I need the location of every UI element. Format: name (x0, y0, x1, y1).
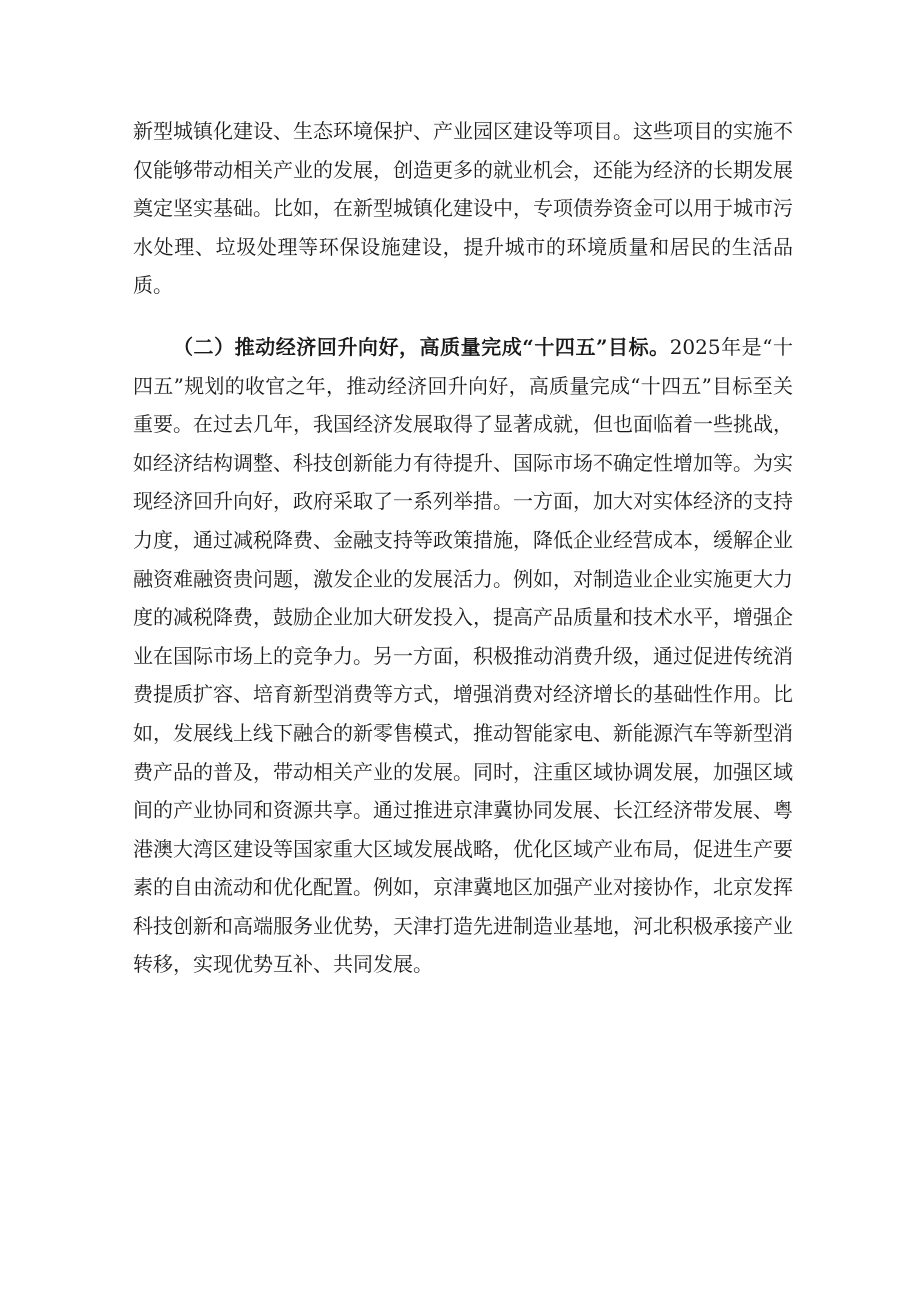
paragraph-text: 2025年是“十四五”规划的收官之年，推动经济回升向好，高质量完成“十四五”目标至关重要。在过去几年，我国经济发展取得了显著成就，但也面临着一些挑战，如经济结构调整、科技创新能力有待提升、国际市场不确定性增加等。为实现经济回升向好，政府采取了一系列举措。一方面，加大对实体经济的支持力度，通过减税降费、金融支持等政策措施，降低企业经营成本，缓解企业融资难融资贵问题，激发企业的发展活力。例如，对制造业企业实施更大力度的减税降费，鼓励企业加大研发投入，提高产品质量和技术水平，增强企业在国际市场上的竞争力。另一方面，积极推动消费升级，通过促进传统消费提质扩容、培育新型消费等方式，增强消费对经济增长的基础性作用。比如，发展线上线下融合的新零售模式，推动智能家电、新能源汽车等新型消费产品的普及，带动相关产业的发展。同时，注重区域协调发展，加强区域间的产业协同和资源共享。通过推进京津冀协同发展、长江经济带发展、粤港澳大湾区建设等国家重大区域发展战略，优化区域产业布局，促进生产要素的自由流动和优化配置。例如，京津冀地区加强产业对接协作，北京发挥科技创新和高端服务业优势，天津打造先进制造业基地，河北积极承接产业转移，实现优势互补、共同发展。 (133, 334, 793, 977)
section-heading: （二）推动经济回升向好，高质量完成“十四五”目标。 (173, 334, 670, 359)
paragraph-continuation (133, 112, 793, 305)
paragraph-section-2 (133, 328, 793, 984)
paragraph-text: 新型城镇化建设、生态环境保护、产业园区建设等项目。这些项目的实施不仅能够带动相关产业的发展，创造更多的就业机会，还能为经济的长期发展奠定坚实基础。比如，在新型城镇化建设中，专项债券资金可以用于城市污水处理、垃圾处理等环保设施建设，提升城市的环境质量和居民的生活品质。 (133, 119, 793, 298)
document-body (133, 112, 793, 984)
